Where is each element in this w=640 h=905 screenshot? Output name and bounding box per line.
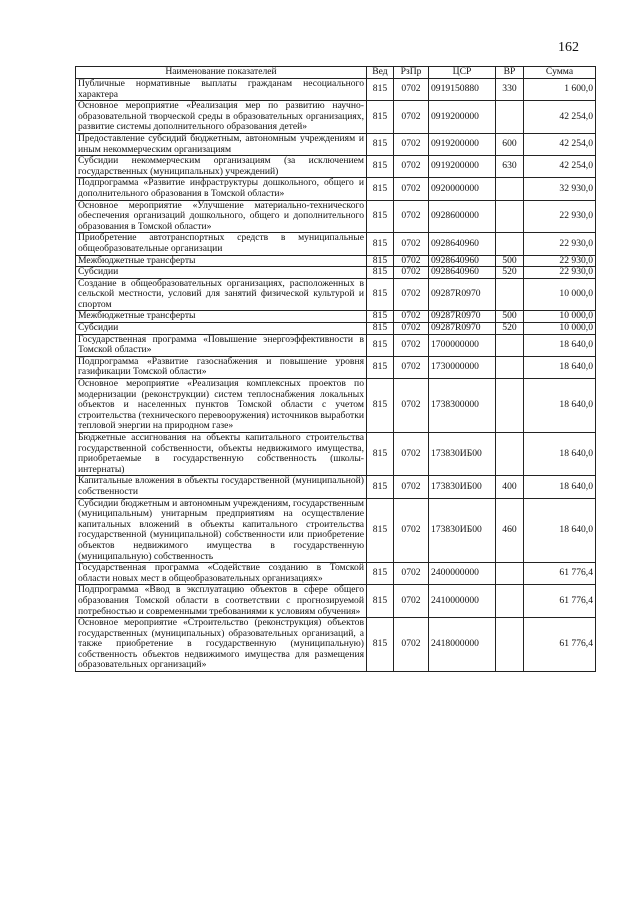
row-ved-cell: 815 [367, 498, 394, 563]
row-vr-cell [496, 379, 524, 433]
table-row [76, 433, 596, 476]
row-vr-cell [496, 278, 524, 311]
row-name-cell: Подпрограмма «Развитие инфраструктуры дошкольного, общего и дополнительного образования в Томской области» [76, 178, 367, 200]
row-ved-cell: 815 [367, 618, 394, 672]
row-sum-cell: 42 254,0 [524, 101, 596, 134]
row-name-cell: Межбюджетные трансферты [76, 255, 367, 267]
row-ved-cell: 815 [367, 233, 394, 255]
row-ved-cell: 815 [367, 101, 394, 134]
row-csr-cell: 0919200000 [429, 156, 496, 178]
row-vr-cell [496, 356, 524, 378]
row-vr-cell [496, 563, 524, 585]
row-csr-cell: 173830ИБ00 [429, 498, 496, 563]
row-vr-cell: 400 [496, 476, 524, 498]
row-rzpr-cell: 0702 [394, 476, 429, 498]
row-sum-cell: 18 640,0 [524, 379, 596, 433]
table-row [76, 476, 596, 498]
row-vr-cell [496, 200, 524, 233]
row-csr-cell: 0928640960 [429, 233, 496, 255]
row-sum-cell: 10 000,0 [524, 323, 596, 335]
row-vr-cell: 330 [496, 79, 524, 101]
row-vr-cell: 460 [496, 498, 524, 563]
table-row [76, 267, 596, 279]
header-csr: ЦСР [429, 67, 496, 79]
table-body [76, 79, 596, 672]
row-name-cell: Субсидии [76, 323, 367, 335]
row-ved-cell: 815 [367, 433, 394, 476]
row-vr-cell: 500 [496, 311, 524, 323]
page-number: 162 [558, 40, 579, 55]
row-rzpr-cell: 0702 [394, 356, 429, 378]
row-rzpr-cell: 0702 [394, 101, 429, 134]
row-name-cell: Субсидии некоммерческим организациям (за исключением государственных (муниципальных) учреждений) [76, 156, 367, 178]
row-name-cell: Основное мероприятие «Строительство (реконструкция) объектов государственных (муниципальных) образовательных организаций, а также приобретение в государственную (муниципальную) собственность объектов недвижимого имущества для размещения образовательных организаций» [76, 618, 367, 672]
row-csr-cell: 09287R0970 [429, 278, 496, 311]
row-csr-cell: 173830ИБ00 [429, 433, 496, 476]
row-rzpr-cell: 0702 [394, 267, 429, 279]
row-csr-cell: 0919200000 [429, 133, 496, 155]
row-ved-cell: 815 [367, 356, 394, 378]
row-vr-cell: 500 [496, 255, 524, 267]
row-sum-cell: 18 640,0 [524, 476, 596, 498]
row-name-cell: Субсидии бюджетным и автономным учреждениям, государственным (муниципальным) унитарным предприятиям на осуществление капитальных вложений в объекты капитального строительства государственной (муниципальной) собственности или приобретение объектов недвижимого имущества в государственную (муниципальную) собственность [76, 498, 367, 563]
row-ved-cell: 815 [367, 79, 394, 101]
table-row [76, 618, 596, 672]
budget-table [75, 66, 596, 672]
table-row [76, 498, 596, 563]
row-csr-cell: 0928600000 [429, 200, 496, 233]
row-rzpr-cell: 0702 [394, 311, 429, 323]
table-row [76, 323, 596, 335]
table-row [76, 133, 596, 155]
row-ved-cell: 815 [367, 267, 394, 279]
header-ved: Вед [367, 67, 394, 79]
table-row [76, 101, 596, 134]
table-row [76, 255, 596, 267]
row-ved-cell: 815 [367, 156, 394, 178]
row-sum-cell: 22 930,0 [524, 233, 596, 255]
row-rzpr-cell: 0702 [394, 178, 429, 200]
table-row [76, 356, 596, 378]
header-rzpr: РзПр [394, 67, 429, 79]
row-vr-cell [496, 101, 524, 134]
row-rzpr-cell: 0702 [394, 233, 429, 255]
row-vr-cell [496, 334, 524, 356]
row-name-cell: Основное мероприятие «Улучшение материально-технического обеспечения организаций дошкольного, общего и дополнительного образования в Томской области» [76, 200, 367, 233]
row-csr-cell: 2410000000 [429, 585, 496, 618]
row-csr-cell: 173830ИБ00 [429, 476, 496, 498]
row-sum-cell: 22 930,0 [524, 255, 596, 267]
row-csr-cell: 2418000000 [429, 618, 496, 672]
table-row [76, 200, 596, 233]
row-name-cell: Подпрограмма «Развитие газоснабжения и повышение уровня газификации Томской области» [76, 356, 367, 378]
row-csr-cell: 1700000000 [429, 334, 496, 356]
header-sum: Сумма [524, 67, 596, 79]
table-row [76, 585, 596, 618]
header-vr: ВР [496, 67, 524, 79]
row-vr-cell [496, 178, 524, 200]
table-row [76, 334, 596, 356]
row-csr-cell: 1730000000 [429, 356, 496, 378]
row-name-cell: Основное мероприятие «Реализация комплексных проектов по модернизации (реконструкции) систем теплоснабжения локальных объектов и населенных пунктов Томской области с учетом строительства (технического перевооружения) источников выработки тепловой энергии на природном газе» [76, 379, 367, 433]
row-rzpr-cell: 0702 [394, 200, 429, 233]
row-ved-cell: 815 [367, 255, 394, 267]
row-ved-cell: 815 [367, 334, 394, 356]
row-csr-cell: 0920000000 [429, 178, 496, 200]
row-rzpr-cell: 0702 [394, 79, 429, 101]
table-row [76, 233, 596, 255]
row-name-cell: Подпрограмма «Ввод в эксплуатацию объектов в сфере общего образования Томской области в соответствии с прогнозируемой потребностью и современными требованиями к условиям обучения» [76, 585, 367, 618]
row-rzpr-cell: 0702 [394, 323, 429, 335]
row-vr-cell: 520 [496, 267, 524, 279]
row-ved-cell: 815 [367, 200, 394, 233]
row-name-cell: Межбюджетные трансферты [76, 311, 367, 323]
row-rzpr-cell: 0702 [394, 379, 429, 433]
row-rzpr-cell: 0702 [394, 156, 429, 178]
row-csr-cell: 2400000000 [429, 563, 496, 585]
row-name-cell: Приобретение автотранспортных средств в муниципальные общеобразовательные организации [76, 233, 367, 255]
row-vr-cell [496, 618, 524, 672]
row-csr-cell: 09287R0970 [429, 323, 496, 335]
row-name-cell: Капитальные вложения в объекты государственной (муниципальной) собственности [76, 476, 367, 498]
row-sum-cell: 61 776,4 [524, 563, 596, 585]
row-sum-cell: 42 254,0 [524, 133, 596, 155]
table-header-row [76, 67, 596, 79]
row-ved-cell: 815 [367, 311, 394, 323]
row-sum-cell: 22 930,0 [524, 200, 596, 233]
row-vr-cell: 520 [496, 323, 524, 335]
row-sum-cell: 18 640,0 [524, 356, 596, 378]
row-name-cell: Основное мероприятие «Реализация мер по развитию научно-образовательной творческой среды в образовательных организациях, развитие системы дополнительного образования детей» [76, 101, 367, 134]
row-ved-cell: 815 [367, 178, 394, 200]
row-rzpr-cell: 0702 [394, 334, 429, 356]
row-rzpr-cell: 0702 [394, 133, 429, 155]
row-sum-cell: 10 000,0 [524, 278, 596, 311]
row-name-cell: Субсидии [76, 267, 367, 279]
row-sum-cell: 32 930,0 [524, 178, 596, 200]
row-vr-cell [496, 433, 524, 476]
row-sum-cell: 22 930,0 [524, 267, 596, 279]
table-row [76, 156, 596, 178]
row-ved-cell: 815 [367, 585, 394, 618]
row-name-cell: Предоставление субсидий бюджетным, автономным учреждениям и иным некоммерческим организациям [76, 133, 367, 155]
row-sum-cell: 1 600,0 [524, 79, 596, 101]
row-rzpr-cell: 0702 [394, 278, 429, 311]
row-csr-cell: 1738300000 [429, 379, 496, 433]
row-sum-cell: 18 640,0 [524, 498, 596, 563]
row-rzpr-cell: 0702 [394, 563, 429, 585]
table-row [76, 278, 596, 311]
table-row [76, 379, 596, 433]
table-row [76, 311, 596, 323]
row-sum-cell: 61 776,4 [524, 618, 596, 672]
row-rzpr-cell: 0702 [394, 255, 429, 267]
row-sum-cell: 18 640,0 [524, 433, 596, 476]
row-vr-cell [496, 233, 524, 255]
row-csr-cell: 0919200000 [429, 101, 496, 134]
row-name-cell: Бюджетные ассигнования на объекты капитального строительства государственной собственности, объекты недвижимого имущества, приобретаемые в государственную собственность (школы-интернаты) [76, 433, 367, 476]
table-row [76, 178, 596, 200]
row-ved-cell: 815 [367, 323, 394, 335]
row-csr-cell: 0919150880 [429, 79, 496, 101]
row-rzpr-cell: 0702 [394, 498, 429, 563]
row-ved-cell: 815 [367, 278, 394, 311]
row-sum-cell: 18 640,0 [524, 334, 596, 356]
row-name-cell: Публичные нормативные выплаты гражданам несоциального характера [76, 79, 367, 101]
row-csr-cell: 09287R0970 [429, 311, 496, 323]
row-name-cell: Государственная программа «Содействие созданию в Томской области новых мест в общеобразовательных организациях» [76, 563, 367, 585]
row-name-cell: Государственная программа «Повышение энергоэффективности в Томской области» [76, 334, 367, 356]
header-name: Наименование показателей [76, 67, 367, 79]
row-rzpr-cell: 0702 [394, 585, 429, 618]
row-sum-cell: 61 776,4 [524, 585, 596, 618]
row-ved-cell: 815 [367, 476, 394, 498]
row-csr-cell: 0928640960 [429, 267, 496, 279]
row-sum-cell: 42 254,0 [524, 156, 596, 178]
row-name-cell: Создание в общеобразовательных организациях, расположенных в сельской местности, условий для занятий физической культурой и спортом [76, 278, 367, 311]
table-row [76, 563, 596, 585]
row-vr-cell [496, 585, 524, 618]
table-row [76, 79, 596, 101]
row-csr-cell: 0928640960 [429, 255, 496, 267]
row-rzpr-cell: 0702 [394, 618, 429, 672]
row-sum-cell: 10 000,0 [524, 311, 596, 323]
row-ved-cell: 815 [367, 133, 394, 155]
row-rzpr-cell: 0702 [394, 433, 429, 476]
row-ved-cell: 815 [367, 379, 394, 433]
row-ved-cell: 815 [367, 563, 394, 585]
row-vr-cell: 630 [496, 156, 524, 178]
row-vr-cell: 600 [496, 133, 524, 155]
